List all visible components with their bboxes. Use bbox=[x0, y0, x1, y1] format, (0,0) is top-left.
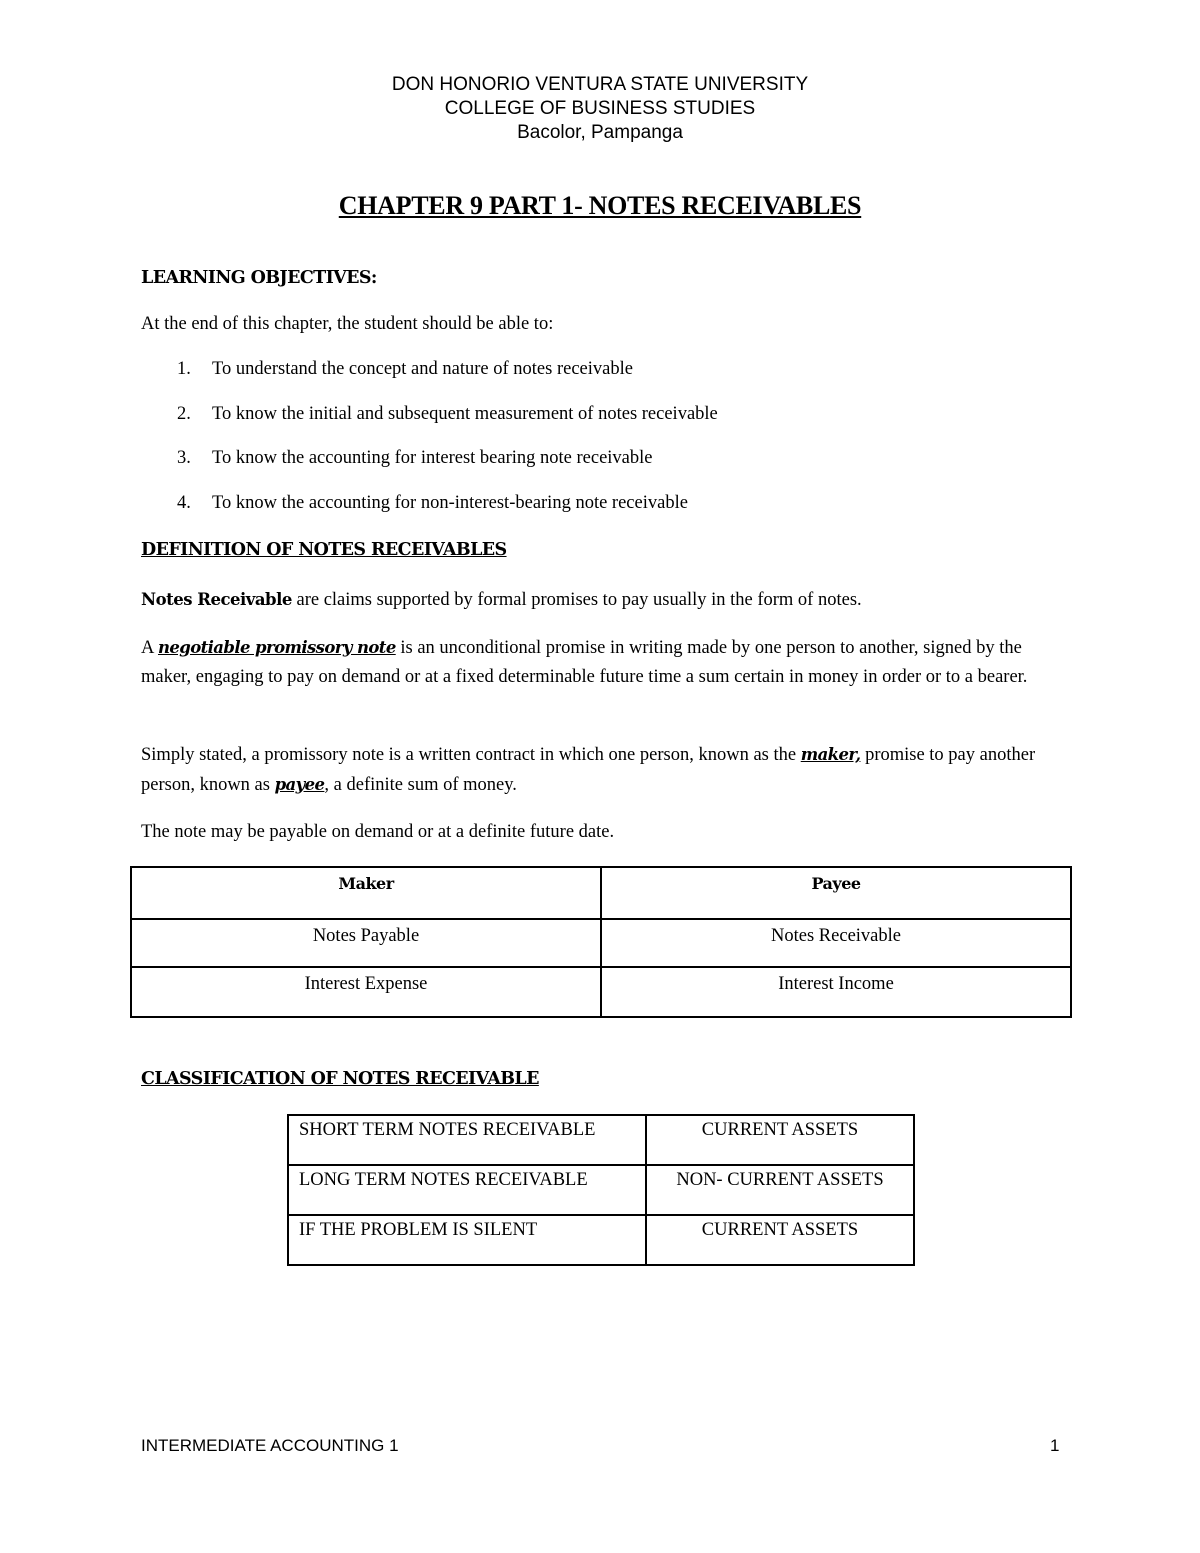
table-cell: Interest Income bbox=[601, 967, 1071, 1017]
table-row bbox=[131, 967, 1071, 1017]
payee-header: Payee bbox=[601, 867, 1071, 919]
definition-text: are claims supported by formal promises to pay usually in the form of notes. bbox=[291, 590, 862, 610]
maker-term: maker, bbox=[800, 745, 861, 764]
simply-stated-paragraph bbox=[141, 740, 1051, 800]
promissory-note-paragraph bbox=[141, 633, 1051, 692]
learning-objectives-heading: LEARNING OBJECTIVES: bbox=[141, 268, 377, 288]
table-row bbox=[288, 1215, 914, 1265]
paragraph-text: Simply stated, a promissory note is a written contract in which one person, known as the bbox=[141, 745, 801, 765]
objective-text: To know the initial and subsequent measurement of notes receivable bbox=[212, 404, 718, 424]
objective-number: 2. bbox=[177, 404, 191, 424]
footer-course: INTERMEDIATE ACCOUNTING 1 bbox=[141, 1436, 399, 1455]
table-row bbox=[131, 919, 1071, 967]
table-cell: LONG TERM NOTES RECEIVABLE bbox=[288, 1165, 646, 1215]
table-header-row bbox=[131, 867, 1071, 919]
table-cell: NON- CURRENT ASSETS bbox=[646, 1165, 914, 1215]
table-cell: IF THE PROBLEM IS SILENT bbox=[288, 1215, 646, 1265]
paragraph-text: A bbox=[141, 638, 158, 658]
maker-payee-table bbox=[130, 866, 1072, 1018]
table-cell: Interest Expense bbox=[131, 967, 601, 1017]
objective-number: 3. bbox=[177, 448, 191, 468]
page-number: 1 bbox=[1050, 1436, 1060, 1455]
table-cell: Notes Receivable bbox=[601, 919, 1071, 967]
location: Bacolor, Pampanga bbox=[517, 122, 683, 143]
chapter-title: CHAPTER 9 PART 1- NOTES RECEIVABLES bbox=[338, 191, 862, 220]
paragraph-text: promise to pay another person, known as bbox=[141, 745, 1036, 795]
maker-header: Maker bbox=[131, 867, 601, 919]
negotiable-promissory-note-term: negotiable promissory note bbox=[157, 638, 396, 657]
table-cell: Notes Payable bbox=[131, 919, 601, 967]
objective-text: To know the accounting for interest bearing note receivable bbox=[212, 448, 653, 468]
objective-number: 4. bbox=[177, 493, 191, 513]
university-name: DON HONORIO VENTURA STATE UNIVERSITY bbox=[391, 74, 809, 95]
table-row bbox=[288, 1165, 914, 1215]
classification-heading: CLASSIFICATION OF NOTES RECEIVABLE bbox=[141, 1069, 539, 1089]
notes-receivable-term: Notes Receivable bbox=[141, 590, 292, 609]
payable-paragraph: The note may be payable on demand or at a definite future date. bbox=[141, 822, 615, 842]
classification-table bbox=[287, 1114, 915, 1266]
definition-paragraph bbox=[141, 585, 1051, 615]
objective-number: 1. bbox=[177, 359, 191, 379]
objective-text: To understand the concept and nature of notes receivable bbox=[212, 359, 633, 379]
paragraph-text: , a definite sum of money. bbox=[324, 775, 517, 795]
table-cell: CURRENT ASSETS bbox=[646, 1215, 914, 1265]
paragraph-text: is an unconditional promise in writing made by one person to another, signed by the maker, engaging to pay on demand or at a fixed determinable future time a sum certain in money in order or to a bearer. bbox=[141, 638, 1028, 687]
table-cell: CURRENT ASSETS bbox=[646, 1115, 914, 1165]
payee-term: payee bbox=[274, 775, 325, 794]
table-cell: SHORT TERM NOTES RECEIVABLE bbox=[288, 1115, 646, 1165]
objectives-intro: At the end of this chapter, the student should be able to: bbox=[141, 314, 554, 334]
objective-text: To know the accounting for non-interest-bearing note receivable bbox=[212, 493, 688, 513]
table-row bbox=[288, 1115, 914, 1165]
college-name: COLLEGE OF BUSINESS STUDIES bbox=[444, 98, 756, 119]
definition-heading: DEFINITION OF NOTES RECEIVABLES bbox=[141, 540, 507, 560]
